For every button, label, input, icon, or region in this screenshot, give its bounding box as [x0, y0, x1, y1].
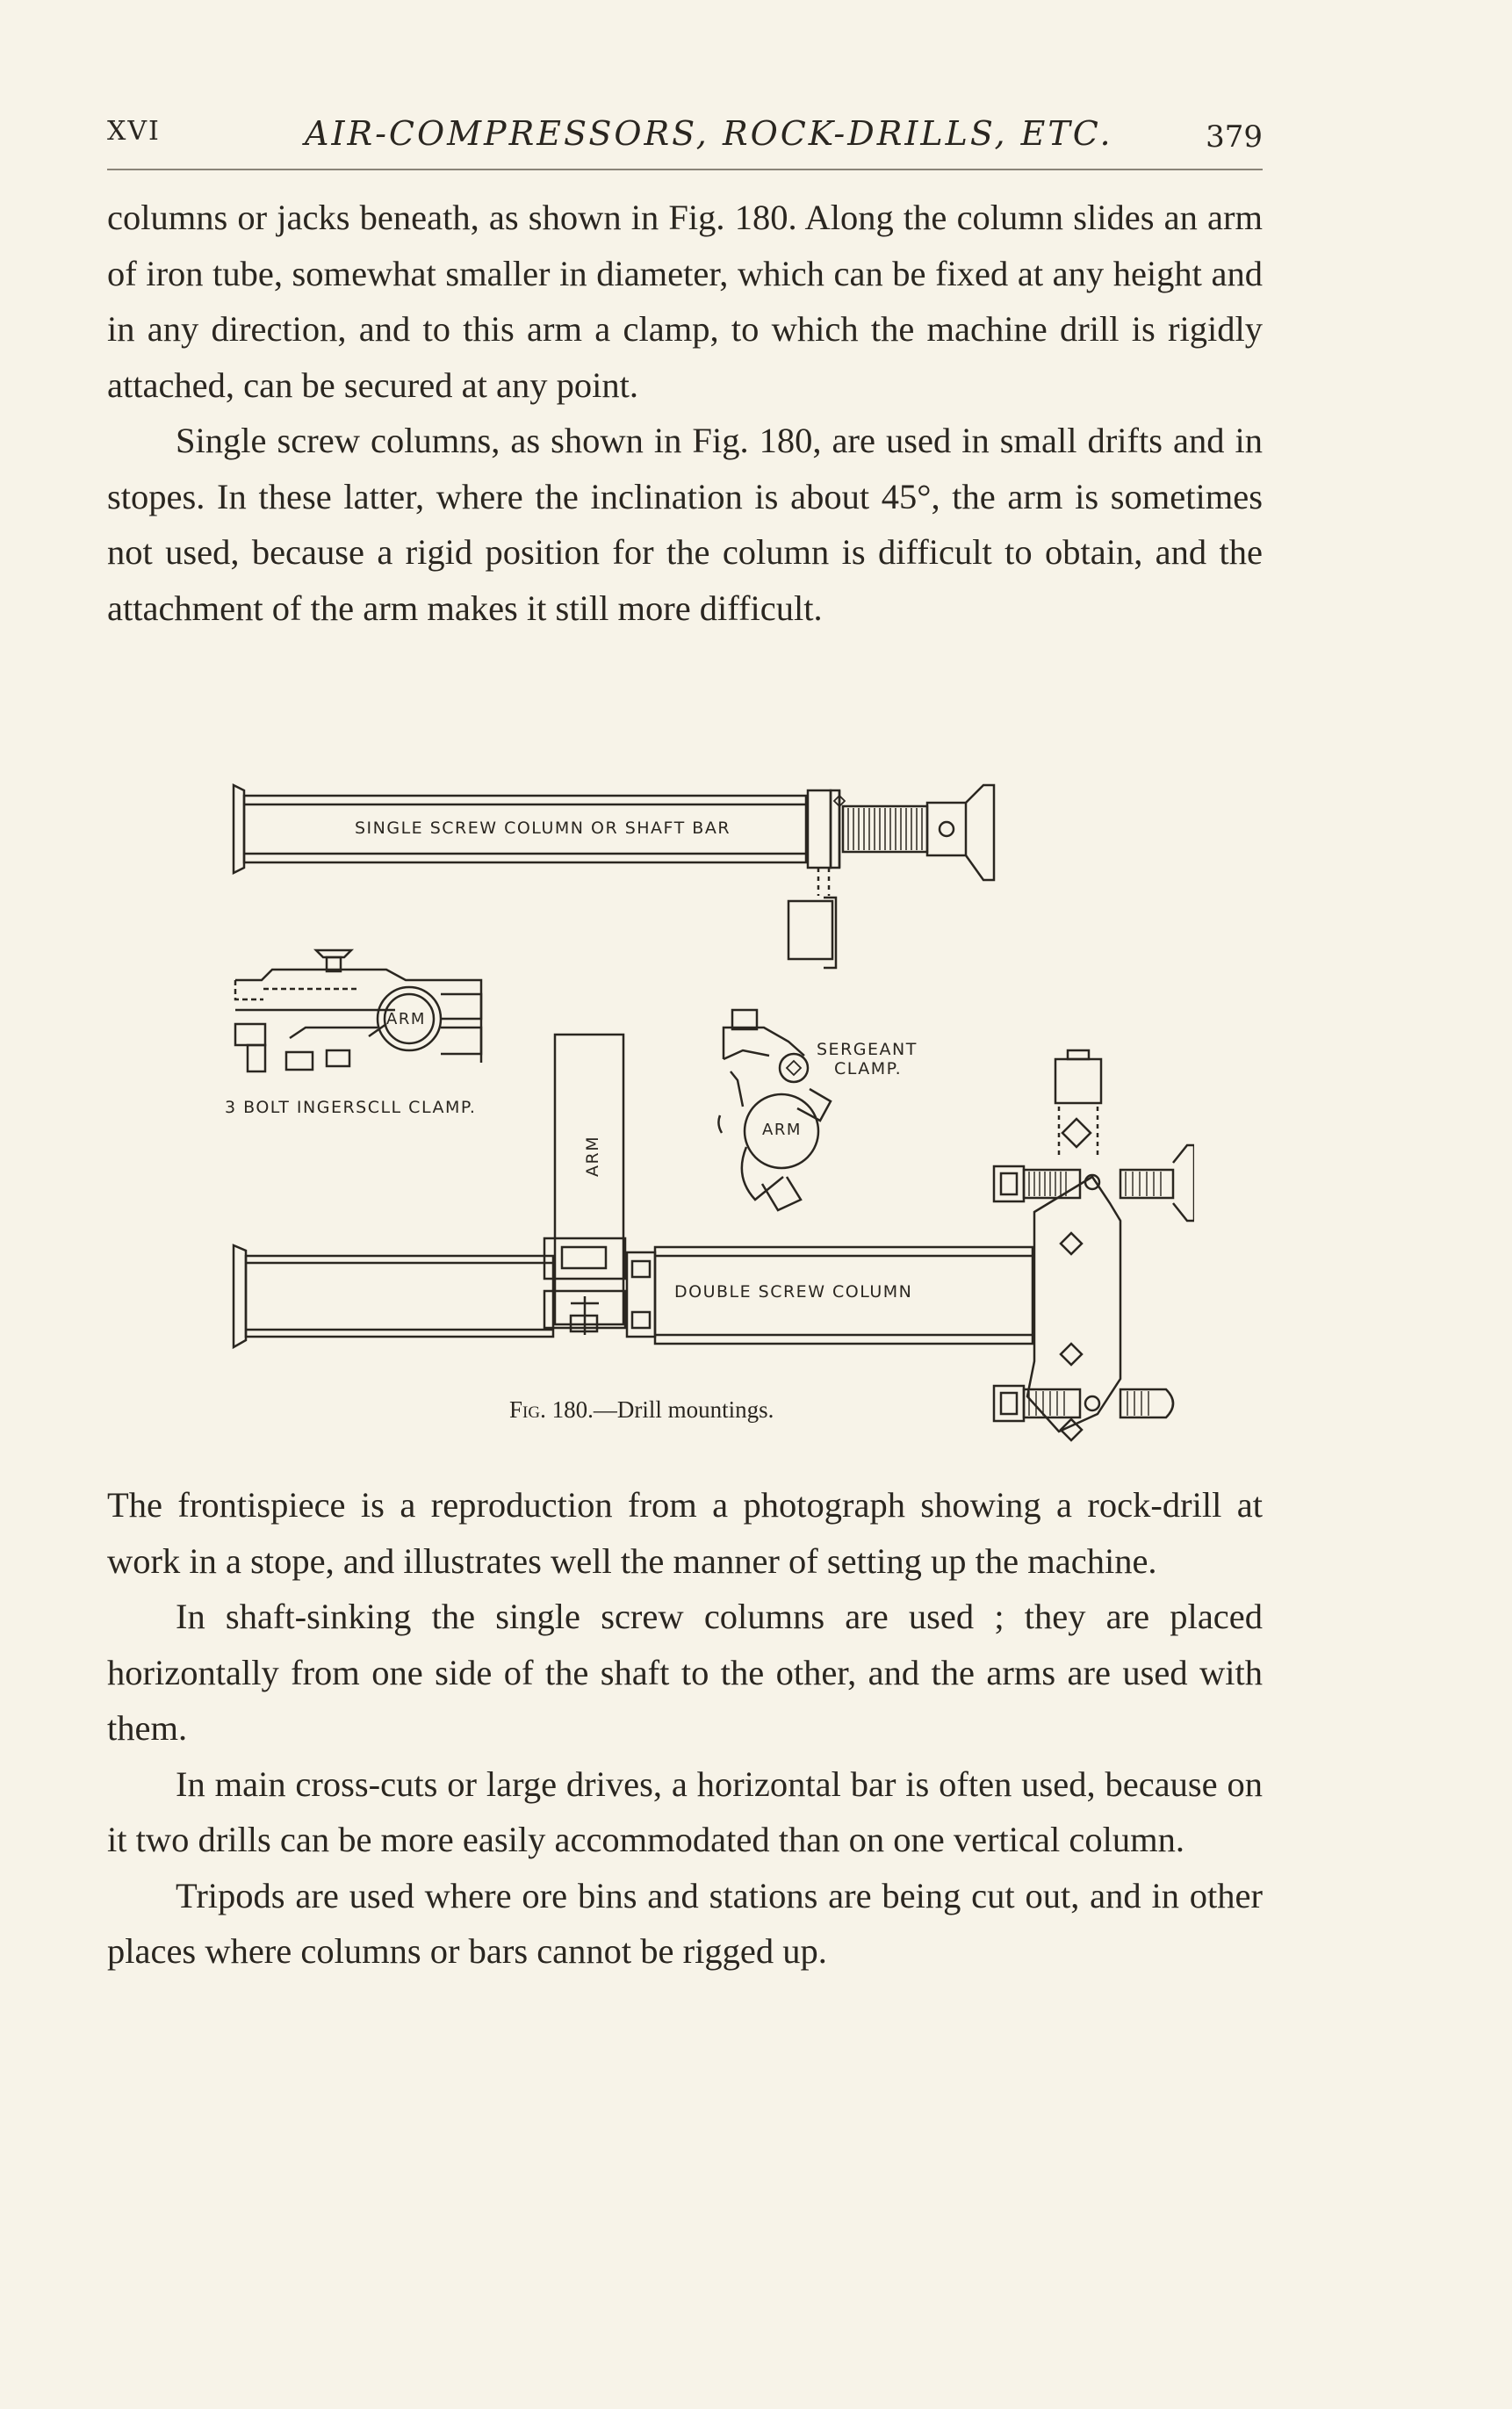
paragraph: In main cross-cuts or large drives, a horizontal bar is often used, because on it two drills can be more easily accommodated than on one vertical column.	[107, 1763, 1263, 1859]
label-bolt-clamp: 3 BOLT INGERSCLL CLAMP.	[225, 1098, 477, 1117]
paragraph: The frontispiece is a reproduction from a photograph showing a rock-drill at work in a stope, and illustrates well the manner of setting up the machine.	[107, 1485, 1263, 1581]
figure-drill-mountings	[211, 764, 1194, 1467]
text-block-top	[107, 190, 1263, 636]
three-bolt-clamp	[235, 950, 481, 1071]
text-block-bottom	[107, 1477, 1263, 1980]
label-arm-vertical: ARM	[583, 1135, 602, 1177]
paragraph: Single screw columns, as shown in Fig. 180, are used in small drifts and in stopes. In these latter, where the inclination is about 45°, the arm is sometimes not used, because a rigid position for the column is difficult to obtain, and the attachment of the arm makes it still more difficult.	[107, 421, 1263, 628]
label-single-screw-column: SINGLE SCREW COLUMN OR SHAFT BAR	[355, 819, 731, 838]
double-screw-column	[234, 1035, 1194, 1440]
paragraph: columns or jacks beneath, as shown in Fig. 180. Along the column slides an arm of iron tube, somewhat smaller in diameter, which can be fixed at any height and in any direction, and to this arm a clamp, to which the machine drill is rigidly attached, can be secured at any point.	[107, 198, 1263, 405]
running-title: AIR-COMPRESSORS, ROCK-DRILLS, ETC.	[305, 114, 1113, 153]
label-sergeant-clamp-line2: CLAMP.	[834, 1059, 903, 1078]
page-number: 379	[1206, 119, 1263, 155]
section-number: XVI	[107, 116, 161, 147]
figure-caption	[509, 1396, 774, 1424]
caption-prefix: Fig. 180.	[509, 1396, 594, 1423]
running-header	[107, 104, 1263, 156]
header-rule	[107, 169, 1263, 170]
caption-text: —Drill mountings.	[593, 1396, 774, 1423]
label-arm-sergeant: ARM	[762, 1121, 802, 1139]
label-double-screw-column: DOUBLE SCREW COLUMN	[674, 1282, 913, 1302]
paragraph: In shaft-sinking the single screw columns are used ; they are placed horizontally from one side of the shaft to the other, and the arms are used with them.	[107, 1597, 1263, 1748]
label-arm-clamp: ARM	[386, 1010, 426, 1028]
label-sergeant-clamp-line1: SERGEANT	[817, 1040, 918, 1059]
paragraph: Tripods are used where ore bins and stations are being cut out, and in other places where columns or bars cannot be rigged up.	[107, 1875, 1263, 1971]
sergeant-clamp	[718, 1010, 831, 1210]
single-screw-column	[234, 785, 994, 968]
